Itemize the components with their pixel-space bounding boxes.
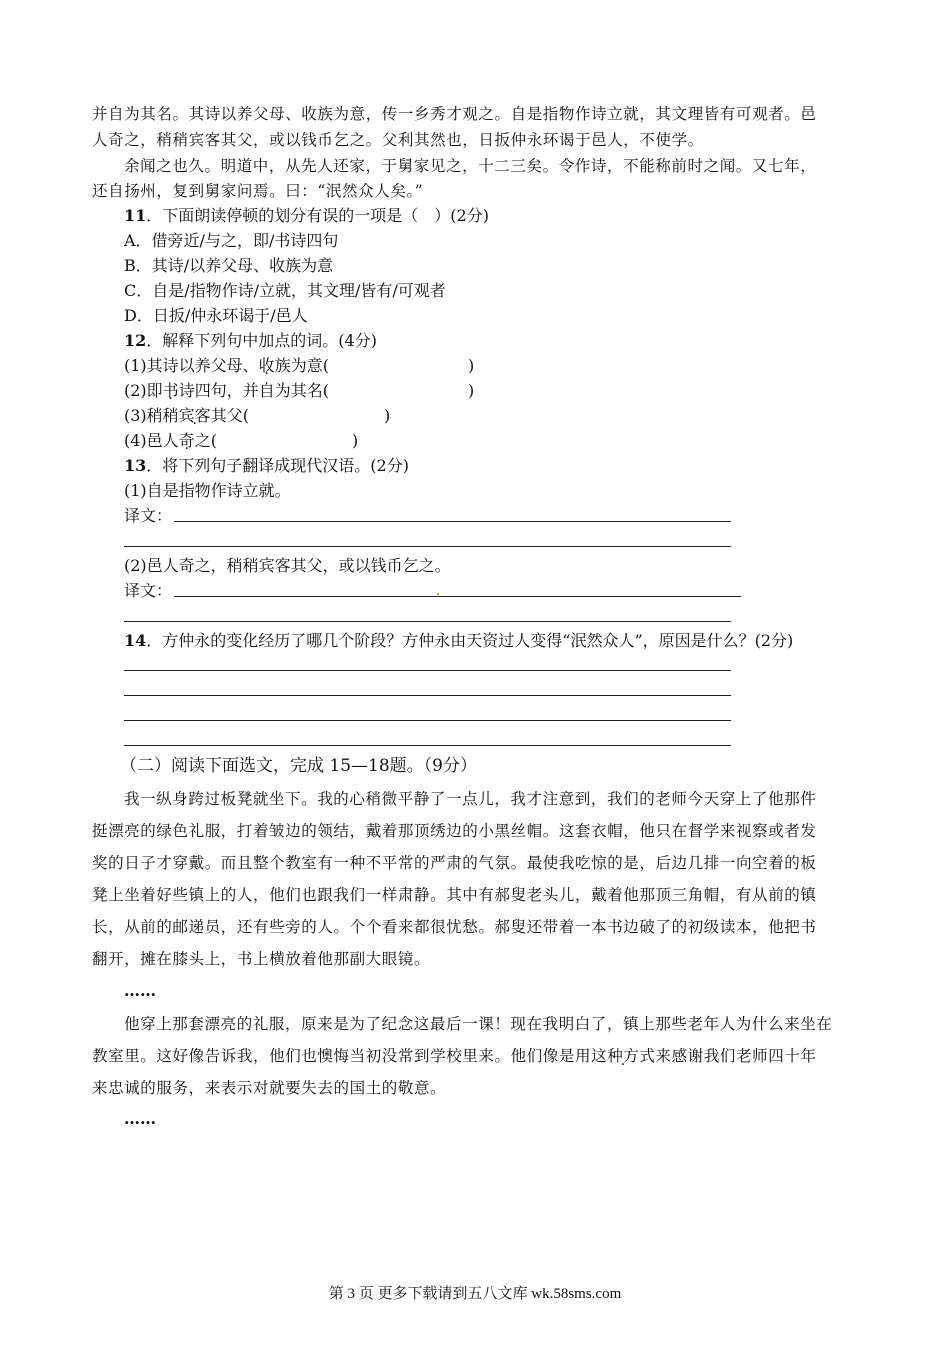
option-d: D．日扳/仲永环谒于/邑人 bbox=[124, 306, 308, 325]
passage-line: 他穿上那套漂亮的礼服，原来是为了纪念这最后一课！现在我明白了，镇上那些老年人为什么来坐在 bbox=[124, 1015, 833, 1033]
passage-line: 人奇之，稍稍宾客其父，或以钱币乞之。父利其然也，日扳仲永环谒于邑人，不使学。 bbox=[92, 131, 704, 149]
question-stem: ．解释下列句中加点的词。(4分) bbox=[146, 331, 377, 350]
answer-line[interactable] bbox=[124, 745, 731, 746]
question-stem: ．下面朗读停顿的划分有误的一项是（ ）(2分) bbox=[146, 206, 489, 225]
section-heading: （二）阅读下面选文，完成 15—18题。（9分） bbox=[120, 756, 477, 776]
q12-blank-close: ) bbox=[352, 431, 359, 450]
question-number: 13 bbox=[124, 456, 147, 475]
q12-blank-close: ) bbox=[468, 381, 475, 400]
question-11 bbox=[124, 205, 489, 227]
ellipsis: …… bbox=[124, 981, 156, 1000]
dotted-word: 宾客 bbox=[178, 406, 211, 425]
answer-line[interactable] bbox=[124, 670, 731, 671]
passage-line: 我一纵身跨过板凳就坐下。我的心稍微平静了一点儿，我才注意到，我们的老师今天穿上了他那件 bbox=[124, 790, 817, 808]
stray-mark bbox=[437, 593, 439, 595]
q12-item-1: (1)其诗以养父母、收族为意( bbox=[124, 356, 329, 375]
passage-line: 并自为其名。其诗以养父母、收族为意，传一乡秀才观之。自是指物作诗立就，其文理皆有可观者。邑 bbox=[92, 105, 817, 123]
passage-line: 还自扬州，复到舅家问焉。曰：“泯然众人矣。” bbox=[92, 182, 424, 200]
question-14 bbox=[124, 630, 793, 652]
answer-line[interactable] bbox=[124, 720, 731, 721]
question-stem: ．将下列句子翻译成现代汉语。(2分) bbox=[146, 456, 409, 475]
question-stem: ．方仲永的变化经历了哪几个阶段？方仲永由天资过人变得“泯然众人”，原因是什么？(2分) bbox=[146, 631, 794, 650]
passage-line: 教室里。这好像告诉我，他们也懊悔当初没常到学校里来。他们像是用这种方式来感谢我们老师四十年 bbox=[92, 1047, 817, 1065]
q12-blank-close: ) bbox=[468, 356, 475, 375]
q12-item-3: (3)稍稍宾客其父( bbox=[124, 406, 249, 425]
q12-item-4: (4)邑人奇之( bbox=[124, 431, 217, 450]
passage-line: 来忠诚的服务，来表示对就要失去的国土的敬意。 bbox=[92, 1079, 447, 1097]
q13-sentence-1: (1)自是指物作诗立就。 bbox=[124, 481, 291, 500]
dotted-word: 书 bbox=[162, 381, 179, 400]
passage-line: 翻开，摊在膝头上，书上横放着他那副大眼镜。 bbox=[92, 950, 431, 968]
translation-label: 译文： bbox=[124, 581, 173, 600]
answer-line[interactable] bbox=[124, 621, 731, 622]
dotted-phrase: 这种方式 bbox=[591, 1047, 656, 1065]
question-number: 12 bbox=[124, 331, 147, 350]
q13-sentence-2: (2)邑人奇之，稍稍宾客其父，或以钱币乞之。 bbox=[124, 556, 451, 575]
q12-blank-close: ) bbox=[384, 406, 391, 425]
translation-label: 译文： bbox=[124, 506, 173, 525]
page-footer: 第 3 页 更多下载请到五八文库 wk.58sms.com bbox=[328, 1286, 622, 1302]
passage-line: 余闻之也久。明道中，从先人还家，于舅家见之，十二三矣。令作诗，不能称前时之闻。又七年， bbox=[124, 157, 817, 175]
question-number: 14 bbox=[124, 631, 147, 650]
ellipsis: …… bbox=[124, 1109, 156, 1128]
dotted-word: 奇 bbox=[178, 431, 195, 450]
answer-line[interactable] bbox=[174, 521, 731, 522]
dotted-word: 收 bbox=[258, 356, 275, 375]
option-a: A．借旁近/与之，即/书诗四句 bbox=[124, 231, 339, 250]
answer-line[interactable] bbox=[124, 695, 731, 696]
passage-line: 奖的日子才穿戴。而且整个教室有一种不平常的严肃的气氛。最使我吃惊的是，后边几排一向空着的板 bbox=[92, 854, 817, 872]
passage-line: 长，从前的邮递员，还有些旁的人。个个看来都很忧愁。郝叟还带着一本书边破了的初级读本，他把书 bbox=[92, 918, 817, 936]
option-b: B．其诗/以养父母、收族为意 bbox=[124, 256, 334, 275]
question-12 bbox=[124, 330, 377, 352]
option-c: C．自是/指物作诗/立就，其文理/皆有/可观者 bbox=[124, 281, 446, 300]
answer-line[interactable] bbox=[124, 546, 731, 547]
question-number: 11 bbox=[124, 206, 147, 225]
q12-item-2: (2)即书诗四句，并自为其名( bbox=[124, 381, 329, 400]
question-13 bbox=[124, 455, 409, 477]
passage-line: 凳上坐着好些镇上的人，他们也跟我们一样肃静。其中有郝叟老头儿，戴着他那顶三角帽，有从前的镇 bbox=[92, 886, 817, 904]
answer-line[interactable] bbox=[174, 596, 741, 597]
passage-line: 挺漂亮的绿色礼服，打着皱边的领结，戴着那顶绣边的小黑丝帽。这套衣帽，他只在督学来视察或者发 bbox=[92, 822, 817, 840]
